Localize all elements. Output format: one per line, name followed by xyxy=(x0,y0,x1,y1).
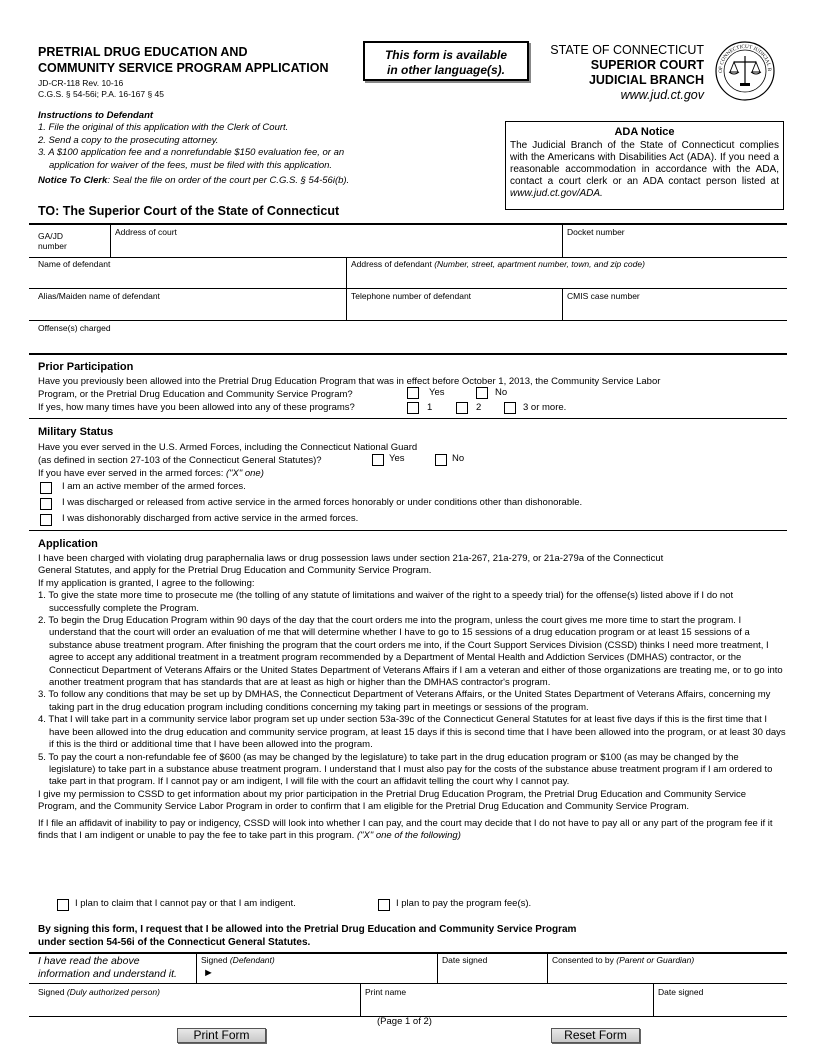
prior-times-question: If yes, how many times have you been allowed into any of these programs? xyxy=(38,402,355,413)
form-title-line1: PRETRIAL DRUG EDUCATION AND xyxy=(38,45,248,59)
state-name: STATE OF CONNECTICUT xyxy=(550,43,704,57)
honorable-discharge-checkbox[interactable] xyxy=(40,498,52,510)
court-name: SUPERIOR COURT xyxy=(590,58,704,72)
instruction-item: 3. A $100 application fee and a nonrefundable $150 evaluation fee, or an xyxy=(38,147,345,159)
svg-text:STATE OF CONNECTICUT JUDICIAL xyxy=(714,40,772,73)
instructions-block xyxy=(38,110,349,187)
reset-form-button[interactable]: Reset Form xyxy=(551,1028,640,1043)
authorized-signature-field[interactable] xyxy=(30,998,359,1015)
signing-statement: By signing this form, I request that I be allowed into the Pretrial Drug Education and Community Service Program under section 54-56i of the Connecticut General Statutes. xyxy=(38,924,577,948)
fee-pay-label: I plan to pay the program fee(s). xyxy=(396,898,532,909)
prior-no-label: No xyxy=(495,387,508,398)
ada-text: The Judicial Branch of the State of Connecticut complies with the Americans with Disabilities Act (ADA). If you need a reasonable accommodation in accordance with the ADA, contact a court clerk or an ADA contact person listed at xyxy=(510,140,779,187)
offenses-field[interactable] xyxy=(30,334,785,352)
defendant-signature-field[interactable] xyxy=(215,966,435,982)
branch-name: JUDICIAL BRANCH xyxy=(588,73,704,87)
military-status-question: If you have ever served in the armed forces: ("X" one) xyxy=(38,468,264,479)
offenses-label: Offense(s) charged xyxy=(38,323,111,333)
prior-question-line2: Program, or the Pretrial Drug Education and Community Service Program? xyxy=(38,389,353,400)
instructions-title: Instructions to Defendant xyxy=(38,110,154,121)
prior-question-line1: Have you previously been allowed into the Pretrial Drug Education Program that was in effect before October 1, 2013, the Community Service Labor xyxy=(38,376,661,387)
ada-link[interactable]: www.jud.ct.gov/ADA. xyxy=(510,188,603,199)
dishonorable-discharge-label: I was dishonorably discharged from active service in the armed forces. xyxy=(62,513,359,524)
form-title xyxy=(38,45,329,76)
instruction-item-cont: application for waiver of the fees, must be filed with this application. xyxy=(49,159,333,171)
date-signed-field[interactable] xyxy=(438,966,546,982)
agreement-item: 5. To pay the court a non-refundable fee of $600 (as may be changed by the legislature) to take part in the drug education program or $100 (as may be changed by the legislature) to take part in a substance abuse treatment program. I understand that I must also pay for the costs of the substance abuse treatment program if I am ordered to take part in that program. If I cannot pay or am indigent, I will file with the court an affidavit telling the court why I cannot pay. xyxy=(38,751,773,788)
cssd-permission-text: I give my permission to CSSD to get information about my prior participation in the Pretrial Drug Education Program, the Pretrial Drug Education and Community Service Program, and the Community Service Labor Program in order to confirm that I am eligible for the Pretrial Drug Education and Community Service Program. xyxy=(38,788,747,813)
agreement-item: 4. That I will take part in a community service labor program set up under section 53a-39c of the Connecticut General Statutes for at least five days if this is the first time that I have been allowed into the drug education and community service program, at least 15 days if this is second time that I have been allowed into the program, or at least 30 days if this is the third or additional time that I have been allowed into the program. xyxy=(38,714,786,751)
fee-indigent-label: I plan to claim that I cannot pay or that I am indigent. xyxy=(75,898,296,909)
website-link[interactable]: www.jud.ct.gov xyxy=(620,88,704,102)
active-member-checkbox[interactable] xyxy=(40,482,52,494)
form-title-line2: COMMUNITY SERVICE PROGRAM APPLICATION xyxy=(38,60,329,75)
active-member-label: I am an active member of the armed forces. xyxy=(62,481,246,492)
signature-arrow-icon: ► xyxy=(203,967,214,979)
consented-label: Consented to by (Parent or Guardian) xyxy=(552,955,695,965)
prior-times-3-label: 3 or more. xyxy=(523,402,567,413)
prior-yes-label: Yes xyxy=(429,387,445,398)
prior-no-checkbox[interactable] xyxy=(476,387,488,399)
gajd-number-label: GA/JD number xyxy=(38,231,67,251)
ada-notice-box xyxy=(505,121,784,210)
print-form-button[interactable]: Print Form xyxy=(177,1028,266,1043)
defendant-name-field[interactable] xyxy=(30,270,345,287)
page-number: (Page 1 of 2) xyxy=(377,1016,432,1027)
clerk-notice-text: : Seal the file on order of the court per C.G.S. § 54-56i(b). xyxy=(107,175,350,187)
issuing-authority xyxy=(532,43,704,103)
language-availability-box[interactable] xyxy=(363,41,529,81)
alias-name-field[interactable] xyxy=(30,302,345,319)
judicial-seal-icon xyxy=(714,40,776,102)
form-number: JD-CR-118 Rev. 10-16 xyxy=(38,78,124,88)
fee-pay-checkbox[interactable] xyxy=(378,899,390,911)
instruction-item: 1. File the original of this application with the Clerk of Court. xyxy=(38,122,289,134)
addressee-heading: TO: The Superior Court of the State of Connecticut xyxy=(38,204,340,218)
prior-times-2-checkbox[interactable] xyxy=(456,402,468,414)
court-address-label: Address of court xyxy=(115,227,177,237)
cmis-number-field[interactable] xyxy=(563,302,785,319)
clerk-notice-label: Notice To Clerk xyxy=(38,175,108,187)
phone-field[interactable] xyxy=(347,302,561,319)
docket-number-field[interactable] xyxy=(563,238,785,256)
ada-title: ADA Notice xyxy=(614,126,675,138)
fee-indigent-checkbox[interactable] xyxy=(57,899,69,911)
application-text xyxy=(38,553,786,842)
application-heading: Application xyxy=(38,538,98,550)
cmis-number-label: CMIS case number xyxy=(567,291,640,301)
prior-times-2-label: 2 xyxy=(476,402,482,413)
form-identifier xyxy=(38,78,164,99)
print-name-label: Print name xyxy=(365,987,407,997)
agreement-item: 3. To follow any conditions that may be set up by DMHAS, the Connecticut Department of Veterans Affairs, or the United States Department of Veterans Affairs, concerning my taking part in the drug education program including conditions concerning my taking part in meetings or sessions of the program. xyxy=(38,689,771,713)
dishonorable-discharge-checkbox[interactable] xyxy=(40,514,52,526)
military-yes-label: Yes xyxy=(389,453,405,464)
military-status-heading: Military Status xyxy=(38,426,114,438)
application-intro: I have been charged with violating drug paraphernalia laws or drug possession laws under section 21a-267, 21a-279, or 21a-279a of the Connecticut xyxy=(38,553,664,564)
honorable-discharge-label: I was discharged or released from active service in the armed forces honorably or under conditions other than dishonorable. xyxy=(62,497,583,508)
phone-label: Telephone number of defendant xyxy=(351,291,472,301)
seal-text: OF CONNECTICUT JUDICIAL B xyxy=(717,43,773,73)
alias-name-label: Alias/Maiden name of defendant xyxy=(38,291,160,301)
military-yes-checkbox[interactable] xyxy=(372,454,384,466)
date-signed-label: Date signed xyxy=(442,955,488,965)
ada-text-block xyxy=(510,140,779,200)
prior-yes-checkbox[interactable] xyxy=(407,387,419,399)
affidavit-text: If I file an affidavit of inability to pay or indigency, CSSD will look into whether I can pay, and the court may decide that I do not have to pay all or any part of the program fee if it finds that I am indigent or unable to pay the fee to take part in this program. ("X" one of the following) xyxy=(38,817,773,841)
form-statutes: C.G.S. § 54-56i; P.A. 16-167 § 45 xyxy=(38,88,165,99)
language-line2: in other language(s). xyxy=(386,63,505,77)
read-acknowledgment: I have read the above information and understand it. xyxy=(38,955,177,980)
military-no-label: No xyxy=(452,453,465,464)
prior-times-1-label: 1 xyxy=(427,402,433,413)
court-address-field[interactable] xyxy=(111,238,561,256)
prior-times-1-checkbox[interactable] xyxy=(407,402,419,414)
military-question-line2: (as defined in section 27-103 of the Connecticut General Statutes)? xyxy=(38,455,322,466)
authorized-signature-label: Signed (Duly authorized person) xyxy=(38,987,160,997)
consented-field[interactable] xyxy=(548,966,785,982)
defendant-name-label: Name of defendant xyxy=(38,259,111,269)
print-name-field[interactable] xyxy=(361,998,652,1015)
language-line1: This form is available xyxy=(384,48,508,62)
military-question-line1: Have you ever served in the U.S. Armed Forces, including the Connecticut National Guard xyxy=(38,442,418,453)
instruction-item: 2. Send a copy to the prosecuting attorney. xyxy=(38,134,219,146)
agreement-item: 2. To begin the Drug Education Program within 90 days of the day that the court orders me into the program, unless the court gives me more time to start the program. I understand that the court will order an evaluation of me that will determine whether I have to go to 15 sessions of a drug education program or at least 15 sessions of a substance abuse treatment program. After finishing the program that the court orders me into, if the Court Support Services Division (CSSD) thinks I need more treatment, I agree to accept any additional treatment in a treatment program recommended by a Department of Mental Health and Addiction Services (DMHAS) contractor, or the Connecticut Department of Veterans Affairs or the United States Department of Veterans Affairs if I am a veteran and either of those organizations are treating me, or to go into another treatment program that has standards that are at least as high or higher than the DMHAS contractor's program. xyxy=(38,615,783,689)
agreement-item: 1. To give the state more time to prosecute me (the tolling of any statute of limitations and waiver of the right to a speedy trial) for the offense(s) listed above if I do not successfully complete the Program. xyxy=(38,590,734,614)
docket-number-label: Docket number xyxy=(567,227,625,237)
military-no-checkbox[interactable] xyxy=(435,454,447,466)
defendant-signature-label: Signed (Defendant) xyxy=(201,955,275,965)
gajd-number-field[interactable] xyxy=(30,245,109,256)
clerk-notice xyxy=(38,175,349,187)
date-signed-2-field[interactable] xyxy=(654,998,785,1015)
application-intro: If my application is granted, I agree to the following: xyxy=(38,577,255,589)
defendant-address-label: Address of defendant (Number, street, apartment number, town, and zip code) xyxy=(351,259,645,269)
defendant-address-field[interactable] xyxy=(347,270,785,287)
prior-participation-heading: Prior Participation xyxy=(38,361,134,373)
application-intro: General Statutes, and apply for the Pretrial Drug Education and Community Service Program. xyxy=(38,565,432,577)
date-signed-2-label: Date signed xyxy=(658,987,704,997)
prior-times-3-checkbox[interactable] xyxy=(504,402,516,414)
